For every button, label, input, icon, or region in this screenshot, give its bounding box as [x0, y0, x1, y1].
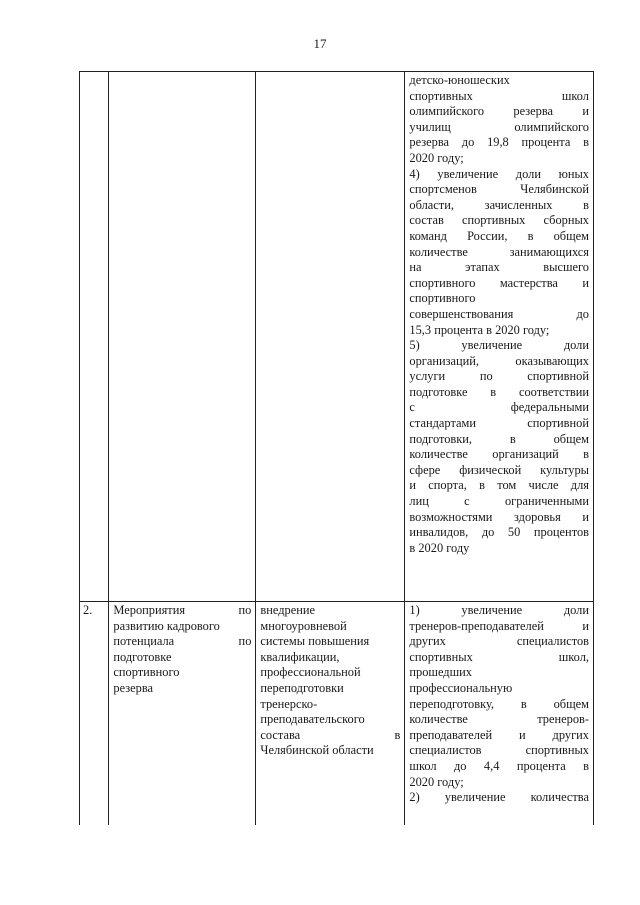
text-line: количестве занимающихся — [409, 244, 589, 259]
text-line: и спорта, в том числе для — [409, 478, 589, 493]
text-line: резерва — [113, 680, 154, 695]
text-line: переподготовку, в общем — [409, 696, 589, 711]
text-line: Челябинской области — [260, 743, 374, 758]
text-line: количестве тренеров- — [409, 712, 589, 727]
text-line: подготовке — [113, 649, 172, 664]
activity-cell — [109, 72, 256, 602]
text-line: возможностями здоровья и — [409, 509, 589, 524]
text-line: 1) увеличение доли — [409, 603, 589, 617]
task-cell — [256, 602, 405, 826]
text-line: квалификации, — [260, 649, 340, 664]
text-line: внедрение — [260, 603, 315, 617]
text-line: тренеров-преподавателей и — [409, 618, 589, 633]
page-number: 17 — [313, 36, 327, 51]
text-line: количестве организаций в — [409, 447, 589, 462]
text-line: области, зачисленных в — [409, 197, 589, 212]
text-line: переподготовки — [260, 680, 344, 695]
text-line: совершенствования до — [409, 306, 589, 321]
text-line: детско-юношеских — [409, 73, 510, 87]
text-line: профессиональную — [409, 680, 513, 695]
row-number-cell — [80, 72, 109, 602]
text-line: спортивного — [113, 665, 180, 680]
text-line: 15,3 процента в 2020 году; — [409, 322, 550, 337]
task-cell — [256, 72, 405, 602]
text-line: развитию кадрового — [113, 618, 220, 633]
text-line: 2020 году; — [409, 774, 464, 789]
row-number-cell: 2. — [80, 602, 109, 826]
activity-cell — [109, 602, 256, 826]
text-line: профессиональной — [260, 665, 361, 680]
text-line: спортивных школ, — [409, 649, 589, 664]
text-line: преподавательского — [260, 712, 365, 727]
text-line: школ до 4,4 процента в — [409, 758, 589, 773]
text-line: стандартами спортивной — [409, 416, 589, 431]
table-row — [80, 72, 594, 602]
text-line: подготовке в соответствии — [409, 384, 589, 399]
text-line: спортивных школ — [409, 88, 589, 103]
text-line: многоуровневой — [260, 618, 347, 633]
text-line: 2020 году; — [409, 150, 464, 165]
text-line: в 2020 году — [409, 540, 470, 555]
table-row — [80, 602, 594, 826]
text-line: на этапах высшего — [409, 260, 589, 275]
text-line: системы повышения — [260, 634, 370, 649]
text-line: 2) увеличение количества — [409, 790, 589, 805]
text-line: команд России, в общем — [409, 228, 589, 243]
text-line: 5) увеличение доли — [409, 338, 589, 353]
text-line: спортсменов Челябинской — [409, 182, 589, 197]
text-line: тренерско- — [260, 696, 318, 711]
text-line: лиц с ограниченными — [409, 494, 589, 509]
text-line: резерва до 19,8 процента в — [409, 135, 589, 150]
text-line: училищ олимпийского — [409, 119, 589, 134]
text-line: прошедших — [409, 665, 472, 680]
result-cell — [405, 602, 594, 826]
text-line: услуги по спортивной — [409, 369, 589, 384]
text-line: организаций, оказывающих — [409, 353, 589, 368]
text-line: состава в — [260, 727, 401, 742]
text-line: олимпийского резерва и — [409, 104, 589, 119]
text-line: Мероприятия по — [113, 603, 252, 617]
text-line: специалистов спортивных — [409, 743, 589, 758]
text-line: инвалидов, до 50 процентов — [409, 525, 589, 540]
text-line: преподавателей и других — [409, 727, 589, 742]
text-line: с федеральными — [409, 400, 589, 415]
text-line: спортивного мастерства и — [409, 275, 589, 290]
text-line: 4) увеличение доли юных — [409, 166, 589, 181]
text-line: спортивного — [409, 291, 476, 306]
program-table — [79, 71, 594, 825]
result-cell — [405, 72, 594, 602]
text-line: состав спортивных сборных — [409, 213, 589, 228]
text-line: других специалистов — [409, 634, 589, 649]
text-line: сфере физической культуры — [409, 462, 589, 477]
text-line: потенциала по — [113, 634, 252, 649]
text-line: подготовки, в общем — [409, 431, 589, 446]
